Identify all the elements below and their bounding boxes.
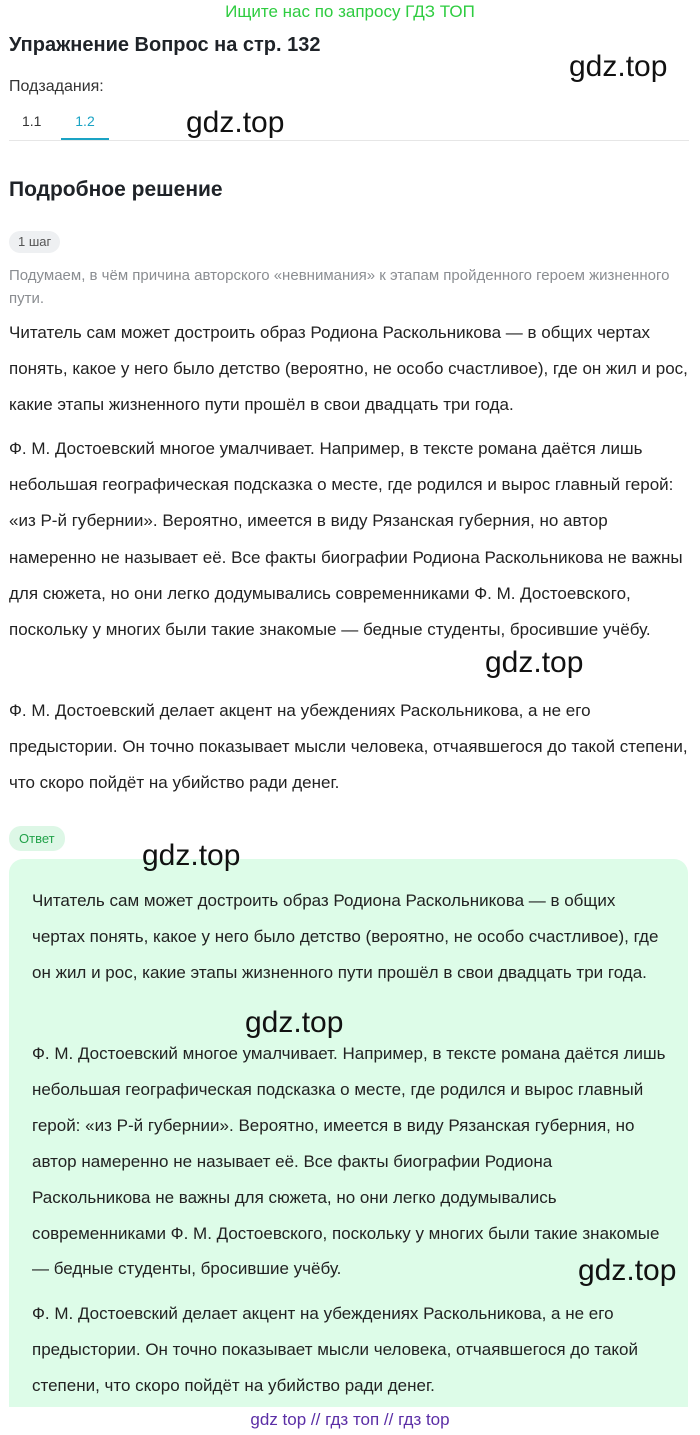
watermark: gdz.top	[245, 1006, 344, 1039]
watermark: gdz.top	[186, 106, 285, 139]
footer-links: gdz top // гдз топ // гдз top	[250, 1410, 450, 1429]
watermark: gdz.top	[485, 646, 584, 679]
answer-paragraph-2: Ф. М. Достоевский многое умалчивает. Например, в тексте романа даётся лишь небольшая географическая подсказка о месте, где родился и вырос главный герой: «из Р-й губернии». Вероятно, имеется в виду Рязанская губерния, но автор намеренно не называет её. Все факты биографии Родиона Раскольникова не важны для сюжета, но они легко додумывались современниками Ф. М. Достоевского, поскольку у многих были такие знакомые — бедные студенты, бросившие учёбу.	[32, 1044, 666, 1279]
answer-paragraph-3: Ф. М. Достоевский делает акцент на убеждениях Раскольникова, а не его предыстории. Он точно показывает мысли человека, отчаявшегося до такой степени, что скоро пойдёт на убийство ради денег.	[32, 1304, 639, 1395]
promo-banner: Ищите нас по запросу ГДЗ ТОП	[225, 2, 475, 21]
solution-hint: Подумаем, в чём причина авторского «невнимания» к этапам пройденного героем жизненного пути.	[9, 267, 670, 307]
solution-heading: Подробное решение	[9, 178, 223, 201]
answer-paragraph-1: Читатель сам может достроить образ Родиона Раскольникова — в общих чертах понять, какое у него было детство (вероятно, не особо счастливое), где он жил и рос, какие этапы жизненного пути прошёл в свои двадцать три года.	[32, 891, 659, 982]
watermark: gdz.top	[142, 839, 241, 872]
step-badge: 1 шаг	[9, 231, 60, 253]
solution-paragraph-3: Ф. М. Достоевский делает акцент на убеждениях Раскольникова, а не его предыстории. Он точно показывает мысли человека, отчаявшегося до такой степени, что скоро пойдёт на убийство ради денег.	[9, 701, 688, 793]
tab-subtask-1-1[interactable]: 1.1	[22, 113, 42, 129]
solution-paragraph-1: Читатель сам может достроить образ Родиона Раскольникова — в общих чертах понять, какое у него было детство (вероятно, не особо счастливое), где он жил и рос, какие этапы жизненного пути прошёл в свои двадцать три года.	[9, 323, 688, 415]
tabs-divider	[9, 140, 689, 141]
watermark: gdz.top	[569, 50, 668, 83]
solution-paragraph-2: Ф. М. Достоевский многое умалчивает. Например, в тексте романа даётся лишь небольшая географическая подсказка о месте, где родился и вырос главный герой: «из Р-й губернии». Вероятно, имеется в виду Рязанская губерния, но автор намеренно не называет её. Все факты биографии Родиона Раскольникова не важны для сюжета, но они легко додумывались современниками Ф. М. Достоевского, поскольку у многих были такие знакомые — бедные студенты, бросившие учёбу.	[9, 439, 683, 640]
subtasks-label: Подзадания:	[9, 78, 104, 95]
tab-subtask-1-2[interactable]: 1.2	[61, 111, 109, 140]
answer-badge: Ответ	[9, 826, 65, 851]
page-title: Упражнение Вопрос на стр. 132	[9, 34, 321, 56]
watermark: gdz.top	[578, 1254, 677, 1287]
